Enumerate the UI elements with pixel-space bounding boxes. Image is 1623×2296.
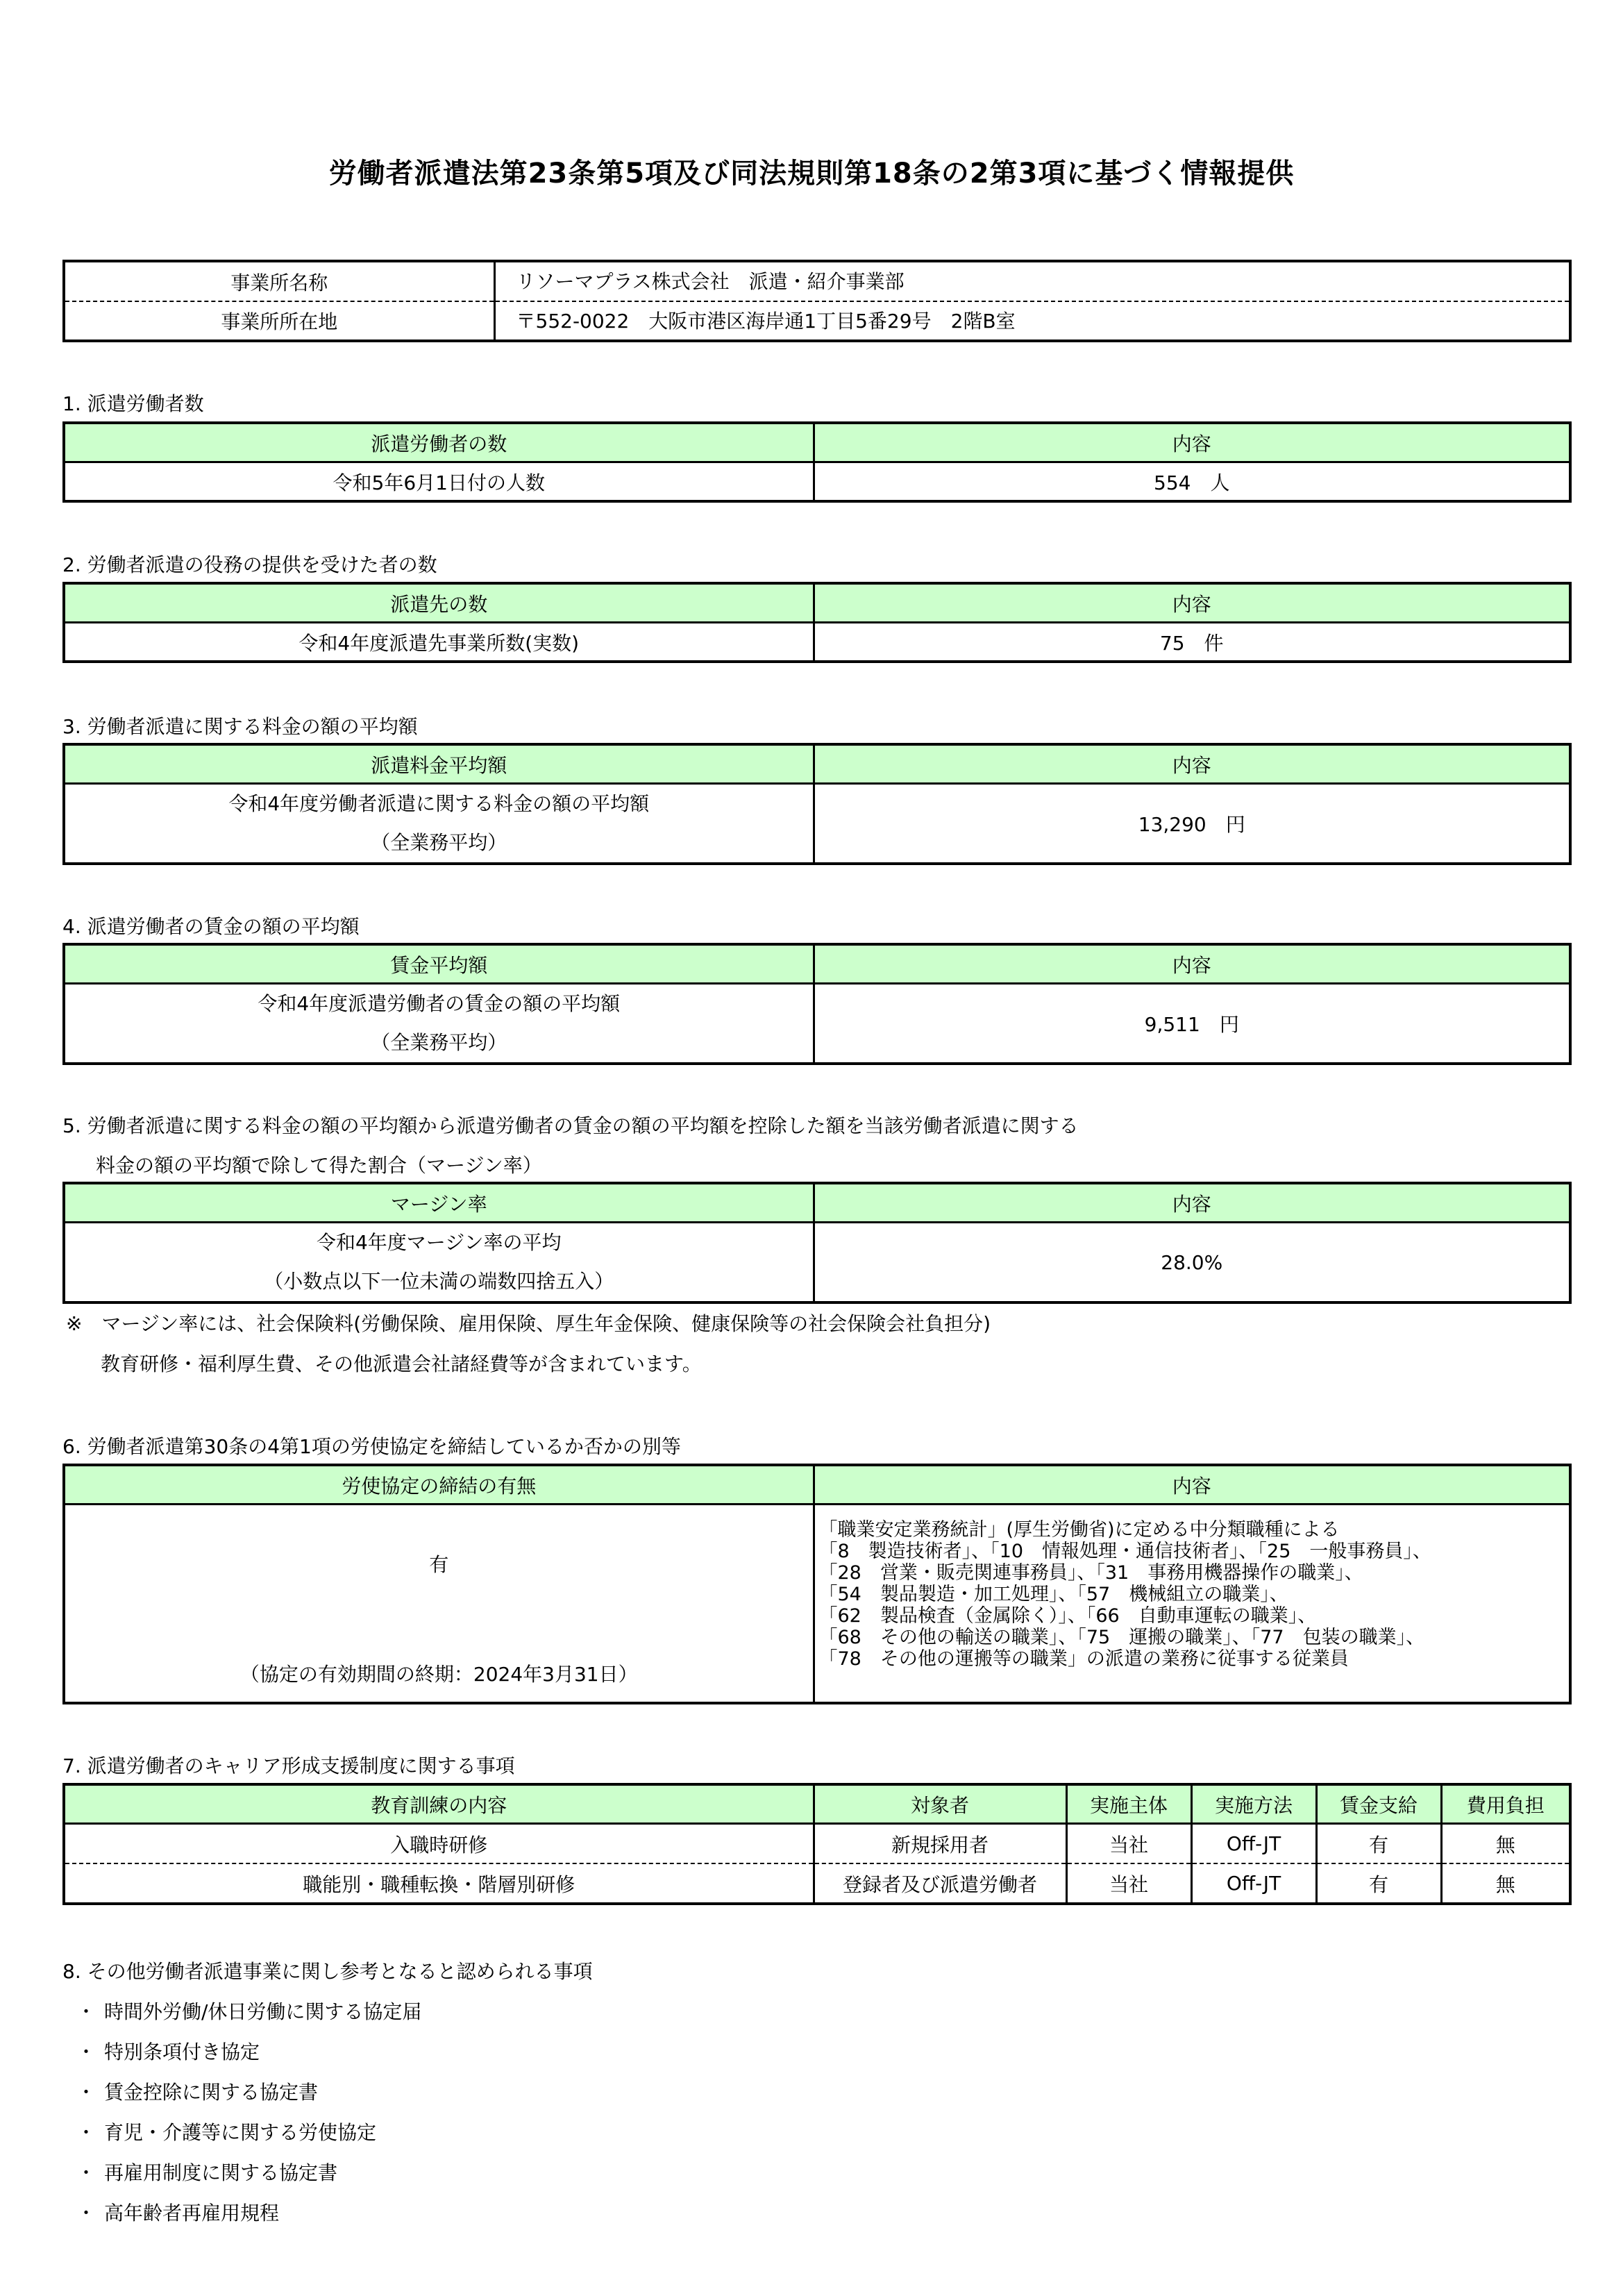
s1-header-content: 内容 [814,423,1570,462]
s7-header-wage-paid: 賃金支給 [1316,1784,1441,1824]
list-item-text: 時間外労働/休日労働に関する協定届 [104,2000,422,2023]
list-item [76,2077,318,2105]
section-8-heading: 8. その他労働者派遣事業に関し参考となると認められる事項 [62,1960,593,1983]
s4-header-wage: 賃金平均額 [64,944,814,984]
office-name-label: 事業所名称 [64,261,494,301]
bullet-icon: ・ [76,2121,96,2144]
s2-header-content: 内容 [814,583,1570,623]
s2-row-label: 令和4年度派遣先事業所数(実数) [64,623,814,662]
list-item-text: 育児・介護等に関する労使協定 [104,2121,377,2144]
section-1-heading: 1. 派遣労働者数 [62,392,204,415]
section-2-heading: 2. 労働者派遣の役務の提供を受けた者の数 [62,553,437,576]
s3-row-label-line-1: 令和4年度労働者派遣に関する料金の額の平均額 [228,792,650,815]
s2-header-count: 派遣先の数 [64,583,814,623]
bullet-icon: ・ [76,2081,96,2104]
list-item [76,1997,421,2025]
s6-detail-line: 「職業安定業務統計」(厚生労働省)に定める中分類職種による [818,1519,1340,1541]
list-item-text: 高年齢者再雇用規程 [104,2202,280,2224]
s4-row-label [64,984,814,1064]
section-4-heading: 4. 派遣労働者の賃金の額の平均額 [62,915,360,938]
s6-detail-line: 「28 営業・販売関連事務員」、「31 事務用機器操作の職業」、 [818,1562,1363,1584]
s4-row-label-line-1: 令和4年度派遣労働者の賃金の額の平均額 [258,992,621,1015]
section-3-table [62,743,1572,865]
s6-detail-line: 「62 製品検査（金属除く）」、「66 自動車運転の職業」、 [818,1605,1317,1627]
s4-header-content: 内容 [814,944,1570,984]
s7-row-target: 登録者及び派遣労働者 [814,1863,1066,1904]
office-name-value: リソーマプラス株式会社 派遣・紹介事業部 [494,261,1570,301]
list-item [76,2037,260,2065]
s5-header-content: 内容 [814,1183,1570,1223]
s3-header-content: 内容 [814,744,1570,784]
section-5-table [62,1182,1572,1304]
list-item [76,2198,279,2226]
s7-header-cost-burden: 費用負担 [1441,1784,1570,1824]
office-info-table [62,260,1572,342]
s6-agreement-cell [64,1505,814,1704]
s7-header-method: 実施方法 [1191,1784,1316,1824]
s3-row-label-line-2: （全業務平均） [371,831,507,854]
s4-row-value: 9,511 円 [814,984,1570,1064]
bullet-icon: ・ [76,2000,96,2023]
s4-row-label-line-2: （全業務平均） [371,1031,507,1054]
s7-row-content: 職能別・職種転換・階層別研修 [64,1863,814,1904]
s7-row-target: 新規採用者 [814,1824,1066,1864]
s6-detail-line: 「68 その他の輸送の職業」、「75 運搬の職業」、「77 包装の職業」、 [818,1627,1425,1648]
section-7-table [62,1783,1572,1905]
list-item-text: 再雇用制度に関する協定書 [104,2161,338,2184]
s6-detail-cell [814,1505,1570,1704]
s7-row-wage-paid: 有 [1316,1863,1441,1904]
s5-note-line-1: ※ マージン率には、社会保険料(労働保険、雇用保険、厚生年金保険、健康保険等の社会保険会社負担分) [66,1312,991,1335]
s7-row-cost-burden: 無 [1441,1824,1570,1864]
section-1-table [62,421,1572,503]
s7-row-cost-burden: 無 [1441,1863,1570,1904]
s6-detail-line: 「54 製品製造・加工処理」、「57 機械組立の職業」、 [818,1584,1288,1605]
s7-header-target: 対象者 [814,1784,1066,1824]
s1-header-count: 派遣労働者の数 [64,423,814,462]
s6-detail-line: 「8 製造技術者」、「10 情報処理・通信技術者」、「25 一般事務員」、 [818,1541,1431,1562]
s5-row-label [64,1223,814,1303]
s5-header-margin: マージン率 [64,1183,814,1223]
section-2-table [62,582,1572,663]
s3-header-fee: 派遣料金平均額 [64,744,814,784]
section-3-heading: 3. 労働者派遣に関する料金の額の平均額 [62,715,418,738]
s5-row-label-line-1: 令和4年度マージン率の平均 [316,1231,562,1254]
s1-row-value: 554 人 [814,462,1570,502]
s6-header-agreement: 労使協定の締結の有無 [64,1465,814,1505]
section-5-heading-line-1: 5. 労働者派遣に関する料金の額の平均額から派遣労働者の賃金の額の平均額を控除した額を当該労働者派遣に関する [62,1114,1079,1137]
document-title: 労働者派遣法第23条第5項及び同法規則第18条の2第3項に基づく情報提供 [328,158,1295,190]
section-7-heading: 7. 派遣労働者のキャリア形成支援制度に関する事項 [62,1754,515,1777]
table-row [64,1863,1570,1904]
s7-row-provider: 当社 [1066,1863,1191,1904]
section-4-table [62,943,1572,1065]
office-address-value: 〒552-0022 大阪市港区海岸通1丁目5番29号 2階B室 [494,301,1570,341]
s7-header-content: 教育訓練の内容 [64,1784,814,1824]
section-6-table [62,1464,1572,1704]
office-address-label: 事業所所在地 [64,301,494,341]
bullet-icon: ・ [76,2202,96,2224]
table-row [64,1824,1570,1864]
bullet-icon: ・ [76,2041,96,2063]
bullet-icon: ・ [76,2161,96,2184]
section-6-heading: 6. 労働者派遣第30条の4第1項の労使協定を締結しているか否かの別等 [62,1435,681,1458]
s1-row-label: 令和5年6月1日付の人数 [64,462,814,502]
s6-detail-line: 「78 その他の運搬等の職業」の派遣の業務に従事する従業員 [818,1648,1349,1670]
s3-row-label [64,784,814,864]
s7-header-provider: 実施主体 [1066,1784,1191,1824]
s7-row-wage-paid: 有 [1316,1824,1441,1864]
list-item-text: 特別条項付き協定 [104,2041,260,2063]
list-item-text: 賃金控除に関する協定書 [104,2081,319,2104]
s6-agreement-value: 有 [429,1553,449,1576]
s6-agreement-period: （協定の有効期間の終期：2024年3月31日） [239,1663,638,1686]
s5-row-label-line-2: （小数点以下一位未満の端数四捨五入） [264,1270,614,1293]
s7-row-content: 入職時研修 [64,1824,814,1864]
s6-header-content: 内容 [814,1465,1570,1505]
s5-row-value: 28.0% [814,1223,1570,1303]
list-item [76,2158,337,2186]
s7-row-provider: 当社 [1066,1824,1191,1864]
s3-row-value: 13,290 円 [814,784,1570,864]
s7-row-method: Off-JT [1191,1863,1316,1904]
section-5-heading-line-2: 料金の額の平均額で除して得た割合（マージン率） [96,1154,542,1177]
s5-note-line-2: 教育研修・福利厚生費、その他派遣会社諸経費等が含まれています。 [101,1352,702,1375]
s2-row-value: 75 件 [814,623,1570,662]
list-item [76,2118,376,2145]
s7-row-method: Off-JT [1191,1824,1316,1864]
